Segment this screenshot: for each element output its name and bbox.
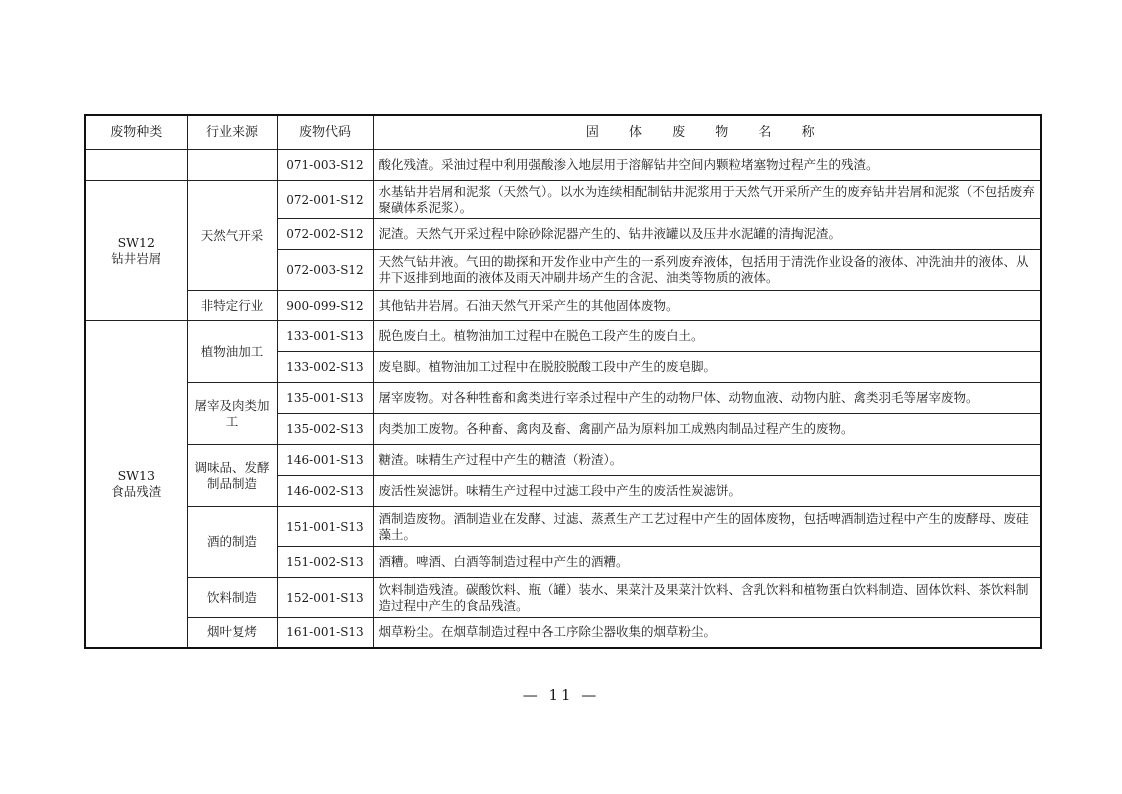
waste-name: 废活性炭滤饼。味精生产过程中过滤工段中产生的废活性炭滤饼。 xyxy=(373,476,1041,507)
waste-name: 烟草粉尘。在烟草制造过程中各工序除尘器收集的烟草粉尘。 xyxy=(373,618,1041,648)
category-label: 食品残渣 xyxy=(111,483,162,499)
table-row xyxy=(85,291,1041,321)
table-row xyxy=(85,383,1041,414)
waste-name: 泥渣。天然气开采过程中除砂除泥器产生的、钻井液罐以及压井水泥罐的清掏泥渣。 xyxy=(373,219,1041,250)
waste-name: 糖渣。味精生产过程中产生的糖渣（粉渣）。 xyxy=(373,445,1041,476)
waste-name: 酒糟。啤酒、白酒等制造过程中产生的酒糟。 xyxy=(373,547,1041,578)
header-industry: 行业来源 xyxy=(187,115,277,150)
waste-code: 071-003-S12 xyxy=(277,150,373,181)
industry-wine: 酒的制造 xyxy=(187,507,277,578)
table-row xyxy=(85,578,1041,618)
industry-tobacco: 烟叶复烤 xyxy=(187,618,277,648)
waste-table-container xyxy=(84,114,1040,649)
category-sw12 xyxy=(85,181,187,321)
waste-code: 135-002-S13 xyxy=(277,414,373,445)
industry-beverage: 饮料制造 xyxy=(187,578,277,618)
table-row xyxy=(85,321,1041,352)
waste-code: 133-002-S13 xyxy=(277,352,373,383)
industry-nonspecific: 非特定行业 xyxy=(187,291,277,321)
table-row xyxy=(85,181,1041,219)
waste-name: 饮料制造残渣。碳酸饮料、瓶（罐）装水、果菜汁及果菜汁饮料、含乳饮料和植物蛋白饮料制造、固体饮料、茶饮料制造过程中产生的食品残渣。 xyxy=(373,578,1041,618)
waste-code: 151-002-S13 xyxy=(277,547,373,578)
header-category: 废物种类 xyxy=(85,115,187,150)
waste-name: 其他钻井岩屑。石油天然气开采产生的其他固体废物。 xyxy=(373,291,1041,321)
waste-code: 900-099-S12 xyxy=(277,291,373,321)
category-cell-empty xyxy=(85,150,187,181)
waste-name: 水基钻井岩屑和泥浆（天然气）。以水为连续相配制钻井泥浆用于天然气开采所产生的废弃钻井岩屑和泥浆（不包括废弃聚磺体系泥浆）。 xyxy=(373,181,1041,219)
category-code: SW12 xyxy=(117,234,155,250)
waste-name: 酸化残渣。采油过程中利用强酸渗入地层用于溶解钻井空间内颗粒堵塞物过程产生的残渣。 xyxy=(373,150,1041,181)
table-row xyxy=(85,618,1041,648)
industry-slaughter-meat: 屠宰及肉类加工 xyxy=(187,383,277,445)
header-code: 废物代码 xyxy=(277,115,373,150)
waste-code: 146-002-S13 xyxy=(277,476,373,507)
category-sw13 xyxy=(85,321,187,648)
category-label: 钻井岩屑 xyxy=(111,250,162,266)
table-row xyxy=(85,507,1041,547)
waste-code: 072-001-S12 xyxy=(277,181,373,219)
waste-code: 135-001-S13 xyxy=(277,383,373,414)
waste-name: 酒制造废物。酒制造业在发酵、过滤、蒸煮生产工艺过程中产生的固体废物，包括啤酒制造过程中产生的废酵母、废硅藻土。 xyxy=(373,507,1041,547)
table-row xyxy=(85,445,1041,476)
waste-code: 072-002-S12 xyxy=(277,219,373,250)
waste-code: 072-003-S12 xyxy=(277,250,373,291)
industry-gas: 天然气开采 xyxy=(187,181,277,291)
table-row xyxy=(85,150,1041,181)
waste-name: 屠宰废物。对各种牲畜和禽类进行宰杀过程中产生的动物尸体、动物血液、动物内脏、禽类羽毛等屠宰废物。 xyxy=(373,383,1041,414)
header-name: 固 体 废 物 名 称 xyxy=(373,115,1041,150)
waste-name: 废皂脚。植物油加工过程中在脱胶脱酸工段中产生的废皂脚。 xyxy=(373,352,1041,383)
industry-cell-empty xyxy=(187,150,277,181)
waste-code: 146-001-S13 xyxy=(277,445,373,476)
waste-code: 152-001-S13 xyxy=(277,578,373,618)
industry-vegetable-oil: 植物油加工 xyxy=(187,321,277,383)
waste-name: 脱色废白土。植物油加工过程中在脱色工段产生的废白土。 xyxy=(373,321,1041,352)
category-code: SW13 xyxy=(117,467,155,483)
waste-name: 天然气钻井液。气田的勘探和开发作业中产生的一系列废弃液体，包括用于清洗作业设备的液体、冲洗油井的液体、从井下返排到地面的液体及雨天冲刷井场产生的含泥、油类等物质的液体。 xyxy=(373,250,1041,291)
header-row xyxy=(85,115,1041,150)
solid-waste-table xyxy=(84,114,1042,649)
industry-seasoning-fermentation: 调味品、发酵制品制造 xyxy=(187,445,277,507)
waste-name: 肉类加工废物。各种畜、禽肉及畜、禽副产品为原料加工成熟肉制品过程产生的废物。 xyxy=(373,414,1041,445)
page-number: — 11 — xyxy=(522,686,600,704)
waste-code: 151-001-S13 xyxy=(277,507,373,547)
waste-code: 161-001-S13 xyxy=(277,618,373,648)
waste-code: 133-001-S13 xyxy=(277,321,373,352)
